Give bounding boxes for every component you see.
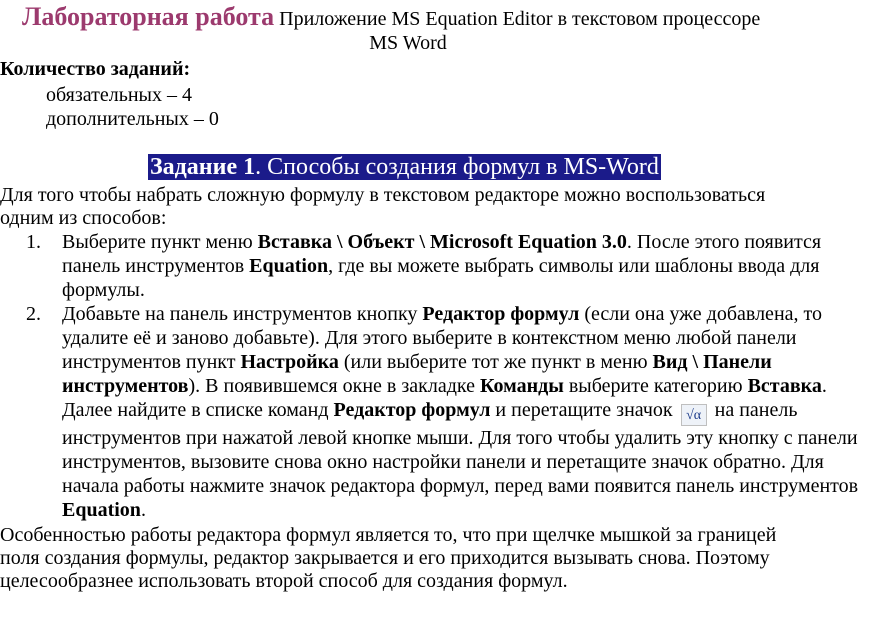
step-bold: Equation xyxy=(62,499,141,521)
task1-heading xyxy=(148,152,661,182)
title-subtitle-line1: Приложение MS Equation Editor в текстовом процессоре xyxy=(279,8,761,30)
tasks-count-heading: Количество заданий: xyxy=(0,58,191,80)
step-text: (или выберите тот же пункт в меню xyxy=(338,351,653,373)
step-item-2 xyxy=(26,302,874,522)
step-text: . xyxy=(140,499,146,521)
step-text: , где вы можете выбрать символы или шаблоны ввода для формулы. xyxy=(62,255,820,301)
step-text: Добавьте на панель инструментов кнопку xyxy=(62,303,423,325)
step-item-1 xyxy=(26,230,874,302)
task1-title: . Способы создания формул в MS-Word xyxy=(255,154,659,180)
step-text: ). В появившемся окне в закладке xyxy=(188,375,480,397)
step-text: . После этого появится панель инструментов xyxy=(62,231,822,277)
step-bold: Вставка xyxy=(747,375,822,397)
step-bold: Вставка \ Объект \ Microsoft Equation 3.0 xyxy=(257,231,627,253)
step-bold: Команды xyxy=(479,375,564,397)
title-line xyxy=(22,4,812,32)
equation-editor-icon: √α xyxy=(681,404,707,426)
title-subtitle-line2: MS Word xyxy=(369,32,447,54)
tasks-count-required: обязательных – 4 xyxy=(46,84,192,106)
outro-paragraph: Особенностью работы редактора формул является то, что при щелчке мышкой за границей поля создания формулы, редактор закрывается и его приходится вызывать снова. Поэтому целесообразнее использовать второй способ для создания формул. xyxy=(0,524,777,592)
step-bold: Редактор формул xyxy=(333,399,491,421)
tasks-count-optional: дополнительных – 0 xyxy=(46,108,219,130)
step-text: и перетащите значок xyxy=(490,399,673,421)
title-main: Лабораторная работа xyxy=(22,2,275,31)
step-number: 2. xyxy=(26,303,41,325)
steps-list xyxy=(0,230,874,522)
step-bold: Equation xyxy=(249,255,329,277)
step-bold: Вид \ Панели инструментов xyxy=(62,351,772,397)
step-number: 1. xyxy=(26,231,41,253)
step-bold: Настройка xyxy=(240,351,339,373)
step-text: (если она уже добавлена, то удалите её и заново добавьте). Для этого выберите в контекстном меню любой панели инструментов пункт xyxy=(62,303,822,373)
step-text: Выберите пункт меню xyxy=(62,231,258,253)
intro-paragraph: Для того чтобы набрать сложную формулу в текстовом редакторе можно воспользоваться одним из способов: xyxy=(0,184,766,229)
step-bold: Редактор формул xyxy=(422,303,580,325)
step-text: выберите категорию xyxy=(563,375,748,397)
task1-label: Задание 1 xyxy=(150,154,256,180)
step-text: на панель инструментов при нажатой левой кнопке мыши. Для того чтобы удалить эту кнопку с панели инструментов, вызовите снова окно настройки панели и перетащите значок обратно. Для начала работы нажмите значок редактора формул, перед вами появится панель инструментов xyxy=(62,399,859,497)
task1-highlight xyxy=(148,154,661,180)
step-text: . Далее найдите в списке команд xyxy=(62,375,827,421)
